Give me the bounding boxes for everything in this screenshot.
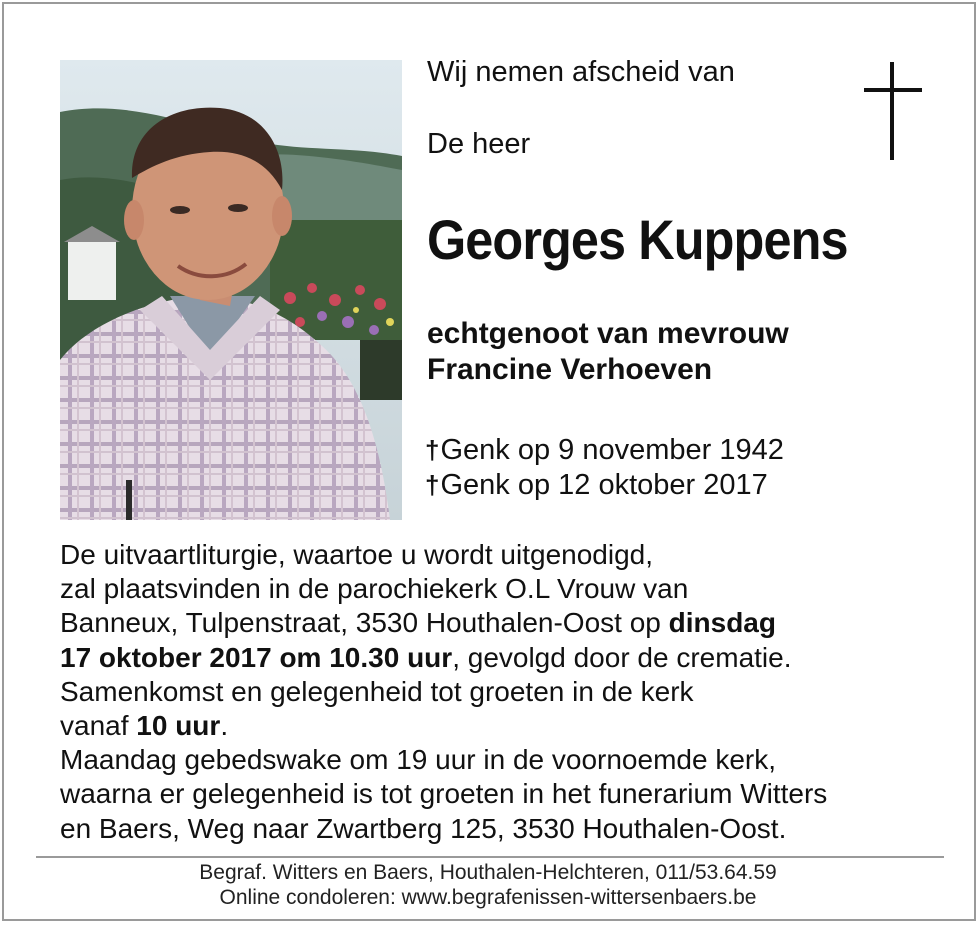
details-text: vanaf — [60, 710, 137, 742]
life-dates — [425, 433, 784, 503]
gathering-time: 10 uur — [136, 710, 221, 742]
details-text: , gevolgd door de crematie. — [452, 641, 792, 673]
birth-date: Genk op 9 november 1942 — [440, 434, 784, 466]
details-line-1: De uitvaartliturgie, waartoe u wordt uitgenodigd, — [60, 539, 654, 570]
details-text: Banneux, Tulpenstraat, 3530 Houthalen-Oost op — [60, 607, 669, 639]
details-line-5: Samenkomst en gelegenheid tot groeten in de kerk — [60, 675, 694, 707]
details-line-6 — [60, 709, 940, 743]
details-line-2: zal plaatsvinden in de parochiekerk O.L Vrouw van — [60, 573, 689, 605]
large-cross-icon — [864, 62, 922, 160]
details-line-9: en Baers, Weg naar Zwartberg 125, 3530 Houthalen-Oost. — [60, 812, 787, 844]
online-condolence-link[interactable]: Online condoleren: www.begrafenissen-wittersenbaers.be — [219, 886, 757, 909]
spouse-line-1: echtgenoot van mevrouw — [427, 317, 789, 350]
honorific: De heer — [427, 128, 531, 160]
portrait-photo — [60, 60, 402, 520]
details-line-3 — [60, 606, 940, 640]
birth-date-line — [425, 433, 784, 468]
death-date: Genk op 12 oktober 2017 — [440, 469, 768, 501]
spouse-line-2: Francine Verhoeven — [427, 353, 713, 386]
cross-icon: † — [425, 470, 440, 500]
funeral-details — [60, 538, 940, 846]
deceased-name: Georges Kuppens — [427, 208, 848, 271]
funeral-home-info: Begraf. Witters en Baers, Houthalen-Helchteren, 011/53.64.59 — [199, 861, 777, 884]
intro-text: Wij nemen afscheid van — [427, 56, 735, 88]
details-line-8: waarna er gelegenheid is tot groeten in het funerarium Witters — [60, 778, 828, 810]
spouse-info — [427, 316, 789, 388]
funeral-day: dinsdag — [668, 607, 776, 639]
funeral-datetime: 17 oktober 2017 om 10.30 uur — [60, 641, 453, 673]
death-date-line — [425, 468, 784, 503]
cross-icon: † — [425, 435, 440, 465]
details-line-4 — [60, 641, 940, 675]
details-line-7: Maandag gebedswake om 19 uur in de voornoemde kerk, — [60, 744, 776, 776]
details-text: . — [220, 710, 229, 742]
footer-divider — [36, 856, 944, 858]
